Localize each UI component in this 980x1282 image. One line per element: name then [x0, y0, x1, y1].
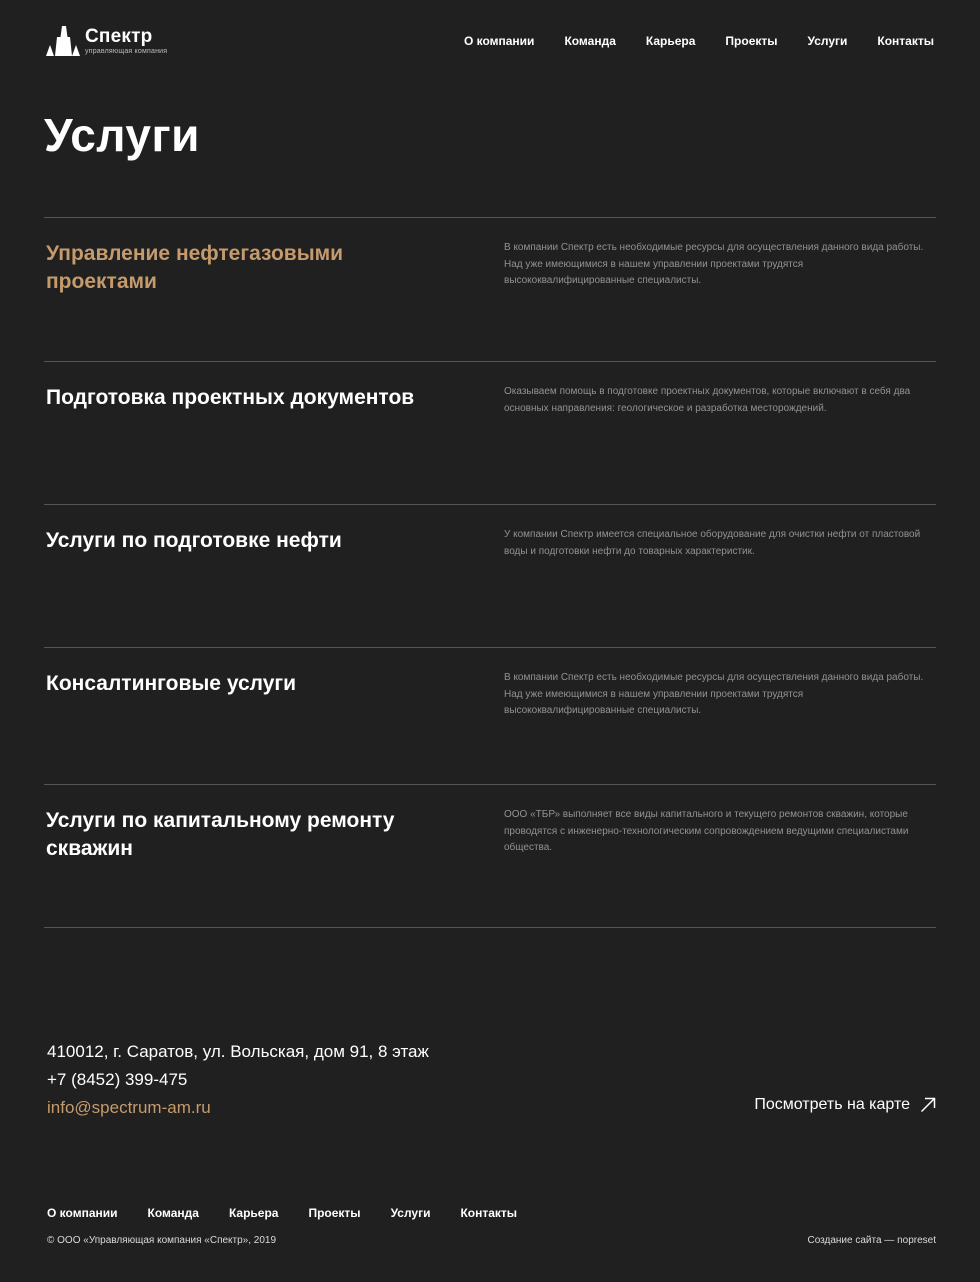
nav-item-team[interactable]: Команда [564, 34, 616, 48]
service-title[interactable]: Услуги по капитальному ремонту скважин [46, 809, 395, 860]
service-description: ООО «ТБР» выполняет все виды капитального и текущего ремонтов скважин, которые проводятся с инженерно-технологическим сопровождением ведущими специалистами общества. [504, 809, 909, 853]
copyright: © ООО «Управляющая компания «Спектр», 2019 [47, 1235, 277, 1246]
nav-item-career[interactable]: Карьера [645, 34, 696, 48]
footer-nav-item-contacts[interactable]: Контакты [460, 1206, 518, 1220]
contact-email-link[interactable]: info@spectrum-am.ru [47, 1098, 211, 1117]
contact-phone[interactable]: +7 (8452) 399-475 [47, 1070, 188, 1089]
footer-nav-item-about[interactable]: О компании [47, 1206, 118, 1220]
logo-subtitle: управляющая компания [85, 48, 168, 55]
site-credit-link[interactable]: Создание сайта — nopreset [807, 1235, 936, 1246]
nav-item-services[interactable]: Услуги [807, 34, 848, 48]
contact-address: 410012, г. Саратов, ул. Вольская, дом 91, 8 этаж [47, 1042, 429, 1061]
service-title[interactable]: Услуги по подготовке нефти [46, 529, 342, 552]
footer-nav-item-team[interactable]: Команда [147, 1206, 199, 1220]
logo-text [85, 27, 167, 55]
footer-nav [47, 1206, 547, 1220]
contacts-block [47, 1038, 429, 1122]
service-title[interactable]: Консалтинговые услуги [46, 672, 297, 695]
logo-mark-icon [46, 26, 80, 56]
service-item-project-documents [44, 362, 936, 505]
service-title[interactable]: Подготовка проектных документов [46, 386, 415, 409]
service-title[interactable]: Управление нефтегазовыми проектами [46, 242, 344, 293]
footer-nav-item-services[interactable]: Услуги [390, 1206, 431, 1220]
services-list [44, 217, 936, 928]
logo[interactable] [46, 26, 167, 56]
main-nav [434, 34, 934, 48]
service-item-consulting [44, 648, 936, 785]
arrow-up-right-icon [920, 1097, 936, 1113]
view-map-link[interactable] [754, 1096, 936, 1114]
service-description: В компании Спектр есть необходимые ресурсы для осуществления данного вида работы. Над уже имеющимися в нашем управлении проектами трудятся высококвалифицированные специалисты. [504, 242, 924, 286]
service-item-oil-gas-management [44, 218, 936, 362]
nav-item-contacts[interactable]: Контакты [877, 34, 934, 48]
nav-item-projects[interactable]: Проекты [725, 34, 778, 48]
footer-nav-item-career[interactable]: Карьера [228, 1206, 279, 1220]
service-description: Оказываем помощь в подготовке проектных документов, которые включают в себя два основных направления: геологическое и разработка месторождений. [504, 386, 911, 414]
service-item-oil-preparation [44, 505, 936, 648]
service-item-well-repair [44, 785, 936, 928]
nav-item-about[interactable]: О компании [463, 34, 535, 48]
site-header [46, 26, 934, 56]
view-map-label: Посмотреть на карте [754, 1096, 910, 1113]
page-title: Услуги [44, 109, 200, 161]
service-description: В компании Спектр есть необходимые ресурсы для осуществления данного вида работы. Над уже имеющимися в нашем управлении проектами трудятся высококвалифицированные специалисты. [504, 672, 924, 716]
footer-nav-item-projects[interactable]: Проекты [308, 1206, 361, 1220]
service-description: У компании Спектр имеется специальное оборудование для очистки нефти от пластовой воды и подготовки нефти до товарных характеристик. [504, 529, 921, 557]
logo-name: Спектр [85, 26, 153, 47]
